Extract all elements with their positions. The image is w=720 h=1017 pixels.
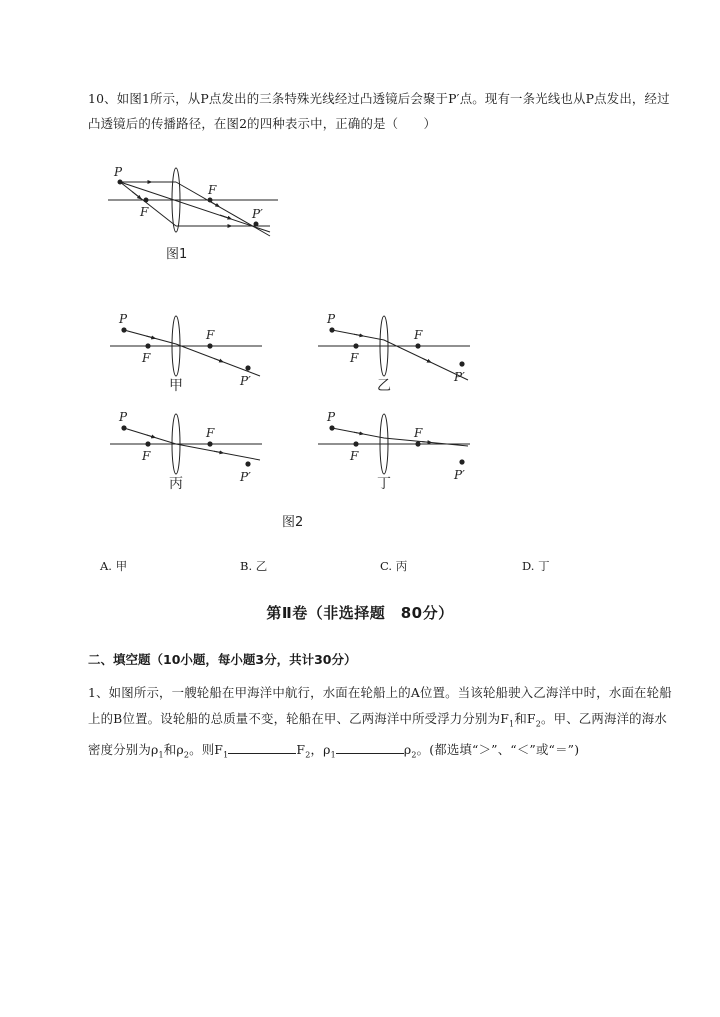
q1-sub1: 1 (509, 719, 515, 729)
q1-mid: 。甲、乙两海洋的海水密度分别为ρ (88, 711, 667, 758)
label-p-prime: P′ (454, 468, 465, 482)
point-p-prime (459, 459, 464, 464)
question-10-text: 10、如图1所示，从P点发出的三条特殊光线经过凸透镜后会聚于P′点。现有一条光线也从P点发出，经过凸透镜后的传播路径，在图2的四种表示中，正确的是（ ） (88, 91, 670, 131)
label-p-prime: P′ (252, 207, 263, 221)
point-f-right (415, 343, 420, 348)
panel-name: 甲 (169, 378, 183, 394)
point-f-left (145, 343, 150, 348)
q1-tail-sub2: 2 (411, 750, 417, 760)
label-p-prime: P′ (240, 470, 251, 484)
q1-f2: F (526, 711, 536, 726)
ray-arrow-in (354, 432, 362, 434)
figure-2-panel-1 (110, 312, 262, 394)
option-d-text: 丁 (538, 559, 550, 573)
option-b[interactable] (240, 558, 267, 574)
label-f-right: F (206, 328, 215, 342)
label-p: P (327, 312, 336, 326)
option-a-letter: A. (100, 559, 112, 573)
label-f-right: F (206, 426, 215, 440)
label-f-right: F (414, 426, 423, 440)
q1-rho-sub2: 2 (183, 750, 190, 760)
ray-arrow-out (214, 359, 221, 362)
blank-1[interactable] (228, 739, 296, 754)
part-title: 二、填空题（10小题，每小题3分，共计30分） (88, 652, 357, 667)
label-p: P (327, 410, 336, 424)
label-f-left: F (350, 351, 359, 365)
figure-2-panel-3 (110, 410, 262, 492)
option-c-letter: C. (380, 559, 393, 573)
figure-1-caption: 图1 (166, 247, 188, 262)
figure-2 (100, 300, 500, 540)
option-a[interactable] (100, 558, 127, 574)
figure-2-caption: 图2 (282, 515, 304, 530)
q1-then-sub1: 1 (223, 750, 229, 760)
label-f-left: F (140, 205, 149, 219)
ray-arrow-out (214, 451, 222, 452)
label-f-left: F (142, 449, 151, 463)
point-f-right (207, 343, 212, 348)
ray-arrow-in (354, 334, 362, 336)
panel-name: 丙 (169, 476, 183, 492)
answer-options (0, 558, 720, 578)
q1-sub2: 2 (535, 719, 542, 729)
point-f-left (353, 441, 358, 446)
panel-name: 丁 (377, 476, 391, 492)
label-p-prime: P′ (240, 374, 251, 388)
label-p-prime: P′ (454, 370, 465, 384)
q1-comma: ，ρ (310, 742, 331, 758)
q1-comma-sub1: 1 (330, 750, 336, 760)
ray-arrow-out (422, 358, 429, 361)
label-p: P (119, 312, 128, 326)
blank-2[interactable] (336, 739, 404, 754)
option-d[interactable] (522, 558, 550, 574)
q1-f1: F (500, 711, 510, 726)
q1-main: 1、如图所示，一艘轮船在甲海洋中航行，水面在轮船上的A位置。当该轮船驶入乙海洋中时，水面在轮船上的B位置。设轮船的总质量不变，轮船在甲、乙两海洋中所受浮力分别为 (88, 685, 672, 726)
point-p-prime (245, 461, 250, 466)
point-f-right (207, 441, 212, 446)
q1-f3-sub2: 2 (305, 750, 311, 760)
ray-arrow-in (146, 336, 154, 338)
label-f-left: F (142, 351, 151, 365)
point-p-prime (459, 361, 464, 366)
figure-2-panel-4 (318, 410, 470, 492)
label-p: P (114, 165, 123, 179)
q1-rho-and: 和ρ (163, 742, 184, 758)
label-p: P (119, 410, 128, 424)
label-f-right: F (208, 183, 217, 197)
light-ray (332, 428, 468, 446)
q1-and: 和 (514, 711, 527, 726)
point-f-right (415, 441, 420, 446)
option-a-text: 甲 (115, 559, 128, 573)
option-c[interactable] (380, 558, 407, 574)
question-1-text: 1、如图所示，一艘轮船在甲海洋中航行，水面在轮船上的A位置。当该轮船驶入乙海洋中时，水面在轮船上的B位置。设轮船的总质量不变，轮船在甲、乙两海洋中所受浮力分别为$F_1$和$F_2$。甲、乙两海洋的海水密度分别为$\rho_1$和$\rho_2$。则$F_1$ $F_2$，$\rho_1$ $\rho_2$。(都选填“＞”、“＜”或“＝”) (88, 685, 672, 760)
q1-tail: 。(都选填“＞”、“＜”或“＝”) (416, 742, 580, 758)
ray-arrow-in (146, 435, 154, 437)
option-b-text: 乙 (255, 559, 268, 573)
option-b-letter: B. (240, 559, 253, 573)
figure-2-panel-2 (318, 312, 470, 394)
q1-then: 。则F (189, 742, 224, 758)
label-f-right: F (414, 328, 423, 342)
q1-f3: F (296, 742, 306, 758)
option-d-letter: D. (522, 559, 535, 573)
figure-1 (100, 160, 290, 270)
section-title: 第Ⅱ卷（非选择题 80分） (266, 604, 454, 622)
point-f-left (145, 441, 150, 446)
point-p-prime (245, 365, 250, 370)
q1-rho-sub1: 1 (158, 750, 164, 760)
ray-arrow-out (422, 442, 430, 443)
point-f-left (353, 343, 358, 348)
label-f-left: F (350, 449, 359, 463)
option-c-text: 丙 (395, 559, 408, 573)
panel-name: 乙 (377, 378, 391, 394)
